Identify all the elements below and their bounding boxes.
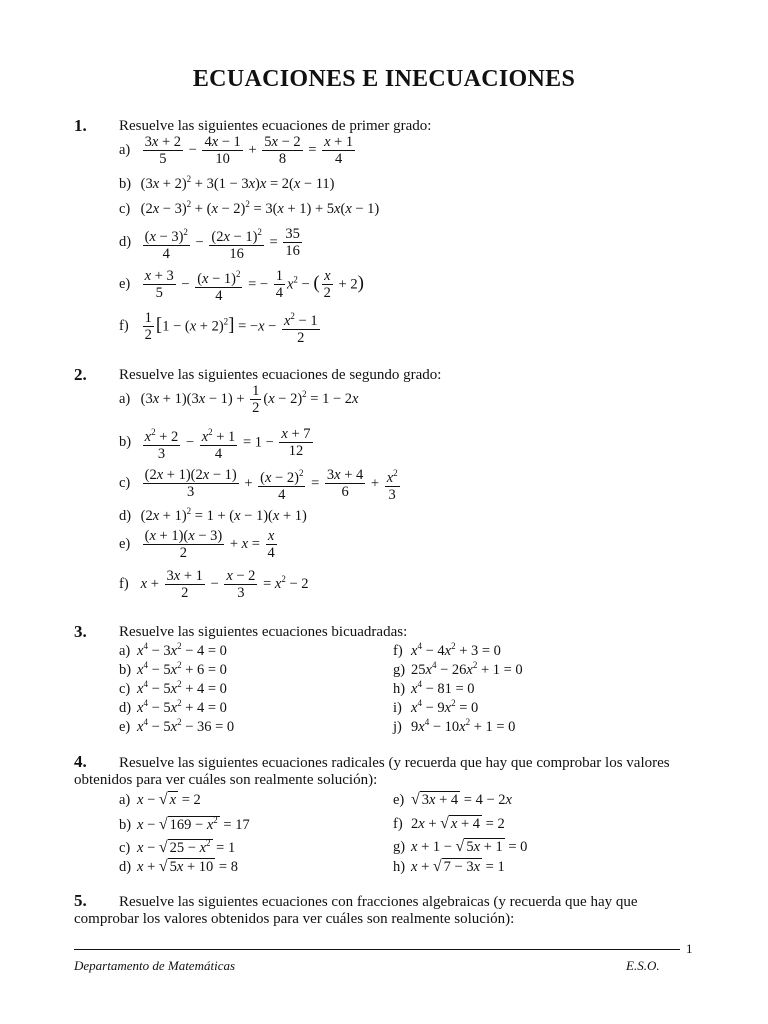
ex3-item-d: d) $x^4 - 5x^2 + 4 = 0$	[119, 698, 227, 716]
ex2-item-e: e) $\frac{(x + 1)(x - 3)}{2}$ + x = $\frac{x}{4}$	[119, 528, 275, 561]
ex1-item-f: f) $\frac{1}{2}$ $[1 - (x + 2)^2] = -x$ − $\frac{x^2 - 1}{2}$	[119, 308, 322, 346]
ex3-item-g-label: g)	[393, 661, 406, 678]
ex4-item-g: g) x + 1 − √ 5x + 1 = 0	[393, 838, 528, 855]
exercise-4-number: 4.	[74, 752, 87, 771]
exercise-2-statement: Resuelve las siguientes ecuaciones de segundo grado:	[119, 367, 442, 383]
ex4-item-b-label: b)	[119, 816, 132, 833]
ex1-item-b-label: b)	[119, 175, 132, 192]
ex3-item-j: j) $9x^4 - 10x^2 + 1 = 0$	[393, 717, 516, 735]
ex3-item-b-label: b)	[119, 661, 132, 678]
ex3-item-h: h) $x^4 - 81 = 0$	[393, 679, 475, 697]
ex1-item-c: c) $(2x - 3)^2 + (x - 2)^2 = 3(x + 1) + 5x(x - 1)$	[119, 199, 380, 217]
ex1-item-a: a) $\frac{3x + 2}{5}$ − $\frac{4x - 1}{10}$ + $\frac{5x - 2}{8}$ = $\frac{x + 1}{4}$	[119, 134, 354, 167]
ex2-item-b-label: b)	[119, 434, 132, 451]
ex1-item-c-label: c)	[119, 200, 131, 217]
ex4-item-f-label: f)	[393, 816, 403, 832]
footer-level: E.S.O.	[626, 958, 660, 973]
ex1-item-d: d) $\frac{(x - 3)^2}{4}$ − $\frac{(2x - 1)^2}{16}$ = $\frac{35}{16}$	[119, 224, 304, 262]
ex1-item-d-label: d)	[119, 234, 132, 251]
ex2-item-f: f) x + $\frac{3x + 1}{2}$ − $\frac{x - 2}{3}$ = $x^2 - 2$	[119, 568, 309, 601]
ex3-item-d-label: d)	[119, 699, 132, 716]
ex2-item-c: c) $\frac{(2x + 1)(2x - 1)}{3}$ + $\frac{(x - 2)^2}{4}$ = $\frac{3x + 4}{6}$ + $\frac{x^2}{3}$	[119, 465, 402, 503]
ex3-item-c-label: c)	[119, 680, 131, 697]
ex3-item-j-label: j)	[393, 718, 402, 735]
ex4-item-c-label: c)	[119, 839, 131, 856]
ex4-item-a: a) x − √ x = 2	[119, 791, 201, 808]
exercise-3-statement: Resuelve las siguientes ecuaciones bicuadradas:	[119, 624, 408, 640]
ex3-item-e: e) $x^4 - 5x^2 - 36 = 0$	[119, 717, 235, 735]
ex2-item-a-label: a)	[119, 390, 131, 407]
ex3-item-b: b) $x^4 - 5x^2 + 6 = 0$	[119, 660, 227, 678]
ex4-item-b: b) x − √ $169 - x^2 = 17$	[119, 815, 250, 833]
ex1-item-e-label: e)	[119, 276, 131, 293]
ex3-item-f-label: f)	[393, 642, 403, 659]
ex2-item-f-label: f)	[119, 575, 129, 592]
page-title: ECUACIONES E INECUACIONES	[192, 66, 576, 92]
ex4-item-a-label: a)	[119, 792, 131, 808]
page-number: 1	[686, 941, 693, 956]
ex1-item-a-label: a)	[119, 141, 131, 158]
exercise-1-statement: Resuelve las siguientes ecuaciones de primer grado:	[119, 118, 432, 134]
ex3-item-a-label: a)	[119, 642, 131, 659]
ex3-item-a: a) $x^4 - 3x^2 - 4 = 0$	[119, 641, 227, 659]
ex4-item-c: c) x − √ $25 - x^2 = 1$	[119, 838, 236, 856]
ex4-item-e: e) √ 3x + 4 = 4 − 2x	[393, 791, 512, 808]
ex3-item-f: f) $x^4 - 4x^2 + 3 = 0$	[393, 641, 501, 659]
exercise-2-number: 2.	[74, 365, 87, 384]
exercise-4-statement: Resuelve las siguientes ecuaciones radicales (y recuerda que hay que comprobar los valores obtenidos para ver cuáles son realmente solución):	[74, 755, 670, 788]
ex3-item-i-label: i)	[393, 699, 402, 716]
ex3-item-h-label: h)	[393, 680, 406, 697]
ex1-item-e: e) $\frac{x + 3}{5}$ − $\frac{(x - 1)^2}{4}$ = − $\frac{1}{4}$ $x^2$ − ( $\frac{x}{2}$ + 2)	[119, 266, 364, 304]
ex4-item-g-label: g)	[393, 839, 406, 855]
ex2-item-d: d) $(2x + 1)^2 = 1 + (x - 1)(x + 1)$	[119, 506, 307, 524]
ex4-item-f: f) 2x + √ x + 4 = 2	[393, 815, 505, 832]
ex4-item-h-label: h)	[393, 859, 406, 875]
ex2-item-d-label: d)	[119, 507, 132, 524]
ex1-item-b: b) $(3x + 2)^2 + 3(1 - 3x)x = 2(x - 11)$	[119, 174, 335, 192]
ex4-item-d: d) x + √ 5x + 10 = 8	[119, 858, 238, 875]
ex3-item-i: i) $x^4 - 9x^2 = 0$	[393, 698, 479, 716]
ex4-item-e-label: e)	[393, 792, 405, 808]
ex2-item-a: a) (3x + 1)(3x − 1) + $\frac{1}{2}$ $(x - 2)^2 = 1 - 2x$	[119, 383, 359, 416]
exercise-5-number: 5.	[74, 891, 87, 910]
footer-divider	[74, 949, 680, 950]
exercise-1-number: 1.	[74, 116, 87, 135]
exercise-5-statement: Resuelve las siguientes ecuaciones con fracciones algebraicas (y recuerda que hay que comprobar los valores obtenidos para ver cuáles son realmente solución):	[74, 894, 638, 927]
ex4-item-d-label: d)	[119, 859, 132, 875]
ex2-item-e-label: e)	[119, 535, 131, 552]
exercise-3-number: 3.	[74, 622, 87, 641]
ex4-item-h: h) x + √ 7 − 3x = 1	[393, 858, 505, 875]
ex2-item-b: b) $\frac{x^2 + 2}{3}$ − $\frac{x^2 + 1}{4}$ = 1 − $\frac{x + 7}{12}$	[119, 424, 315, 462]
ex3-item-e-label: e)	[119, 718, 131, 735]
ex1-item-f-label: f)	[119, 318, 129, 335]
footer-department: Departamento de Matemáticas	[74, 958, 236, 973]
ex3-item-g: g) $25x^4 - 26x^2 + 1 = 0$	[393, 660, 523, 678]
ex2-item-c-label: c)	[119, 475, 131, 492]
ex3-item-c: c) $x^4 - 5x^2 + 4 = 0$	[119, 679, 227, 697]
